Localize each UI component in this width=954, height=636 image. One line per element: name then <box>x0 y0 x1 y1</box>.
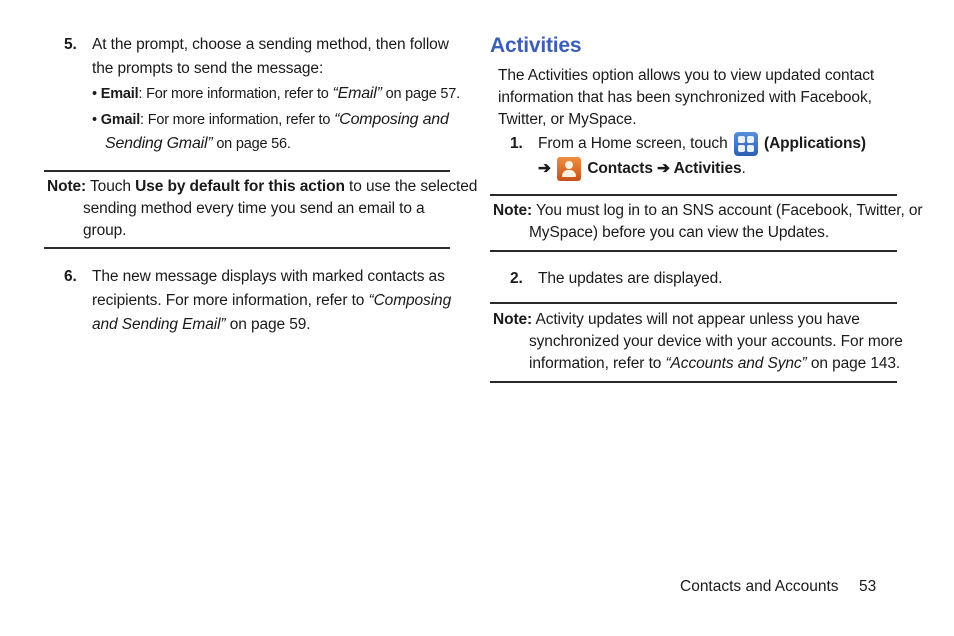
manual-page: 5. At the prompt, choose a sending method, then follow the prompts to send the message: • Email: For more information, refer to “Email” on page 57. • Gmail: For more information, refer to “Composing and Sending Gmail” on page 56. Note: Touch Use by default for this action to use the selected sending method every time you send an email to a group. 6. The new message displays with marked contacts as recipients. For more information, refer to “Composing and Sending Email” on page 59. Activities The Activities option allows you to view updated contact information that has been synchronized with Facebook, Twitter, or MySpace. 1. From a Home screen, touch (Applications) ➔ Contacts ➔ Activities. Note: You must log in to an SNS account (Facebook, Twitter, or MySpace) before you can view the Updates. 2. The updates are displayed. Note: Activity updates will not appear unless you have synchronized your device with your accounts. For more information, refer to “Accounts and Sync” on page 143. Contacts and Accounts 53 <box>0 0 954 636</box>
bullet-email: • Email: For more information, refer to “Email” on page 57. <box>92 85 460 102</box>
note3-bottom-rule <box>490 381 897 383</box>
note-sns-login: Note: You must log in to an SNS account (Facebook, Twitter, or MySpace) before you can view the Updates. <box>493 202 923 241</box>
note2-top-rule <box>490 194 897 196</box>
gmail-reference-link-cont[interactable]: Sending Gmail” <box>105 135 213 152</box>
accounts-sync-reference-link[interactable]: “Accounts and Sync” <box>665 355 807 372</box>
note-activity-updates: Note: Activity updates will not appear unless you have synchronized your device with your accounts. For more information, refer to “Accounts and Sync” on page 143. <box>493 311 903 372</box>
footer-section-title: Contacts and Accounts <box>680 578 839 595</box>
note2-bottom-rule <box>490 250 897 252</box>
footer-page-number: 53 <box>859 578 877 595</box>
applications-grid-icon[interactable] <box>734 132 758 156</box>
contacts-person-icon[interactable] <box>557 157 581 181</box>
note3-top-rule <box>490 302 897 304</box>
gmail-reference-link[interactable]: “Composing and <box>334 111 449 128</box>
note-top-rule <box>44 170 450 172</box>
section-heading: Activities <box>490 34 582 57</box>
composing-email-reference-link-cont[interactable]: and Sending Email” <box>92 316 226 333</box>
bullet-gmail: • Gmail: For more information, refer to “Composing and Sending Gmail” on page 56. <box>92 111 449 152</box>
activities-intro: The Activities option allows you to view updated contact information that has been synchronized with Facebook, Twitter, or MySpace. <box>498 67 875 128</box>
note-bottom-rule <box>44 247 450 249</box>
composing-email-reference-link[interactable]: “Composing <box>368 292 452 309</box>
note-default-action: Note: Touch Use by default for this action to use the selected sending method every time you send an email to a group. <box>47 178 478 239</box>
email-reference-link[interactable]: “Email” <box>332 85 382 102</box>
